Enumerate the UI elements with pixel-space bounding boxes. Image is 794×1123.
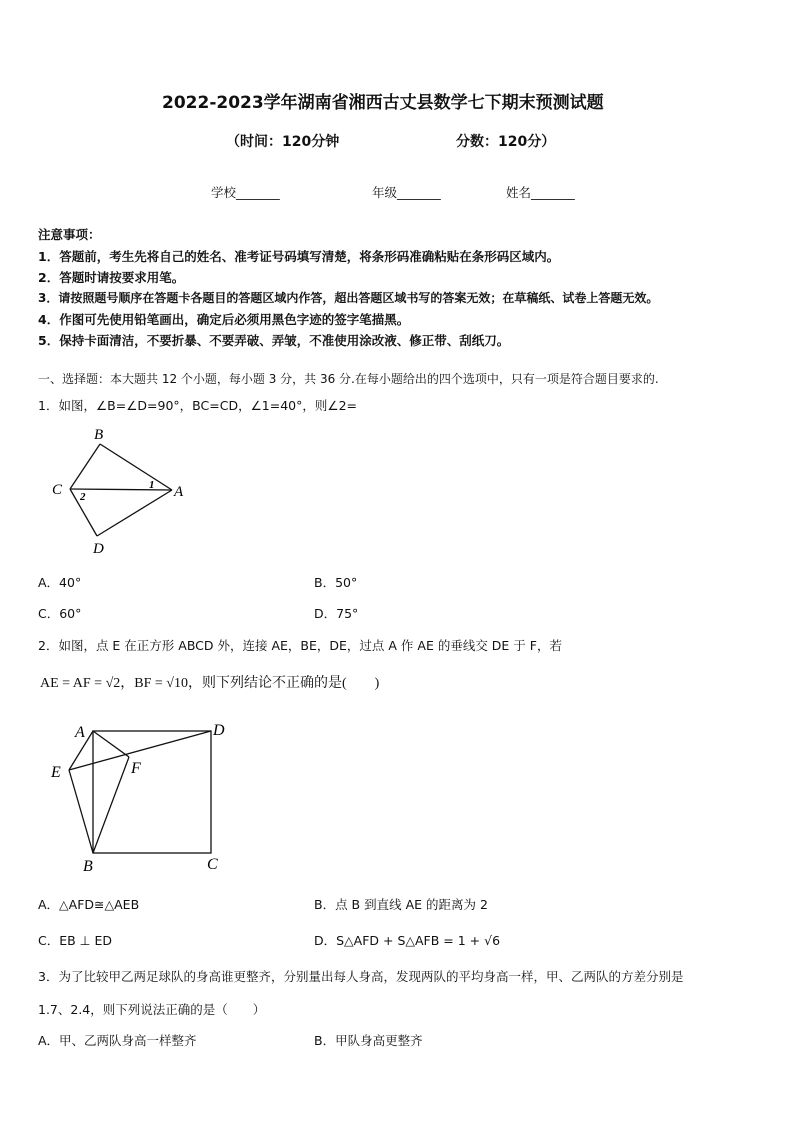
question-1-figure: [45, 420, 195, 560]
question-2-figure: [45, 715, 240, 875]
question-1-stem: 1．如图，∠B=∠D=90°，BC=CD，∠1=40°，则∠2=: [38, 398, 358, 413]
figure-label-c: C: [207, 856, 218, 873]
q2-option-c: C．EB ⊥ ED: [38, 933, 113, 948]
question-3-stem-continued: 1.7、2.4，则下列说法正确的是（ ）: [38, 1002, 266, 1017]
notice-item: 2．答题时请按要求用笔。: [38, 270, 185, 285]
school-field: 学校_______: [211, 185, 280, 200]
figure-label-b: B: [94, 427, 104, 443]
angle-label-1: 1: [149, 479, 155, 491]
notice-item: 3．请按照题号顺序在答题卡各题目的答题区域内作答，超出答题区域书写的答案无效；在草稿纸、试卷上答题无效。: [38, 291, 659, 305]
figure-label-f: F: [131, 760, 141, 777]
question-2-stem: 2．如图，点 E 在正方形 ABCD 外，连接 AE，BE，DE，过点 A 作 AE 的垂线交 DE 于 F，若: [38, 638, 562, 653]
notice-item: 1．答题前，考生先将自己的姓名、准考证号码填写清楚，将条形码准确粘贴在条形码区域内。: [38, 249, 560, 264]
q3-option-a: A．甲、乙两队身高一样整齐: [38, 1033, 197, 1048]
figure-label-d: D: [93, 541, 104, 557]
notice-item: 4．作图可先使用铅笔画出，确定后必须用黑色字迹的签字笔描黑。: [38, 312, 410, 327]
q1-option-d: D．75°: [314, 606, 359, 621]
figure-label-b: B: [83, 858, 93, 875]
q1-option-a: A．40°: [38, 575, 82, 590]
figure-label-c: C: [52, 482, 63, 498]
q2-option-b: B．点 B 到直线 AE 的距离为 2: [314, 897, 488, 912]
figure-label-a: A: [75, 724, 85, 741]
q2-option-a: A．△AFD≅△AEB: [38, 897, 140, 912]
grade-field: 年级_______: [372, 185, 441, 200]
figure-label-a: A: [174, 484, 184, 500]
notice-item: 5．保持卡面清洁，不要折暴、不要弄破、弄皱，不准使用涂改液、修正带、刮纸刀。: [38, 333, 510, 348]
page-title: 2022-2023学年湖南省湘西古丈县数学七下期末预测试题: [162, 93, 604, 113]
name-field: 姓名_______: [506, 185, 575, 200]
notice-heading: 注意事项：: [38, 227, 101, 242]
figure-label-d: D: [213, 722, 225, 739]
exam-score: 分数：120分）: [456, 134, 556, 150]
section-heading: 一、选择题：本大题共 12 个小题，每小题 3 分，共 36 分.在每小题给出的四个选项中，只有一项是符合题目要求的.: [38, 372, 659, 386]
question-3-stem: 3．为了比较甲乙两足球队的身高谁更整齐，分别量出每人身高，发现两队的平均身高一样，甲、乙两队的方差分别是: [38, 969, 684, 984]
q2-option-d: D．S△AFD + S△AFB = 1 + √6: [314, 933, 501, 948]
q1-option-c: C．60°: [38, 606, 82, 621]
question-2-condition: AE = AF = √2，BF = √10，则下列结论不正确的是( ): [40, 676, 380, 691]
q3-option-b: B．甲队身高更整齐: [314, 1033, 423, 1048]
q1-option-b: B．50°: [314, 575, 358, 590]
figure-label-e: E: [51, 764, 61, 781]
exam-time: （时间：120分钟: [226, 134, 340, 150]
angle-label-2: 2: [80, 491, 86, 503]
